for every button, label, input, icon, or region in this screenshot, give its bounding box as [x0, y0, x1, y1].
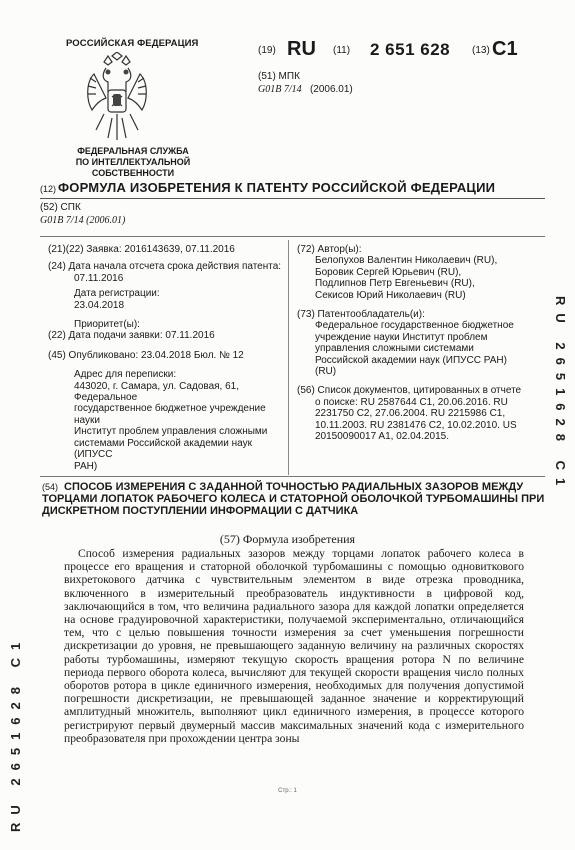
registration-date: 23.04.2018 [74, 299, 125, 311]
spk-code: G01B 7/14 (2006.01) [40, 215, 126, 226]
side-patent-number-right: RU 2651628 C1 [553, 296, 568, 494]
publication-info: (45) Опубликовано: 23.04.2018 Бюл. № 12 [48, 349, 244, 361]
correspondence-address: Адрес для переписки: 443020, г. Самара, ул. Садовая, 61, Федеральное государственное бюджетное учреждение науки Институт проблем управления сложными системами Российской академии наук (ИПУСС РАН) [74, 369, 268, 472]
agency-name: ФЕДЕРАЛЬНАЯ СЛУЖБА ПО ИНТЕЛЛЕКТУАЛЬНОЙ СОБСТВЕННОСТИ [75, 146, 191, 178]
code-19: (19) [258, 45, 276, 56]
filing-date: (22) Дата подачи заявки: 07.11.2016 [48, 330, 215, 342]
code-11: (11) [333, 45, 351, 56]
owner-block: (73) Патентообладатель(и): Федеральное государственное бюджетное учреждение науки Институт проблем управления сложными системами Российской академии наук (ИПУСС РАН) (RU) [297, 309, 514, 378]
divider-top [40, 236, 545, 237]
cited-documents: (56) Список документов, цитированных в отчете о поиске: RU 2587644 C1, 20.06.2016. RU 2231750 C2, 27.06.2004. RU 2215986 C1, 10.11.2003. RU 2381476 C2, 10.02.2010. US 20150090017 A1, 02.04.2015. [297, 385, 522, 443]
author-name: Секисов Юрий Николаевич (RU) [315, 289, 466, 301]
bibliographic-left: (21)(22) Заявка: 2016143639, 07.11.2016 (24) Дата начала отсчета срока действия патента: 07.11.2016 Дата регистрации: 23.04.2018 Приоритет(ы): (22) Дата подачи заявки: 07.11.2016 (45) Опубликовано: 23.04.2018 Бюл. № 12 Адрес для переписки: 443020, г. Самара, ул. Садовая, 61, Федеральное государственное бюджетное учреждение науки Институт проблем управления сложными системами Российской академии наук (ИПУСС РАН) [48, 244, 288, 478]
page-number: Стр.: 1 [278, 788, 297, 794]
author-name: Подлипнов Петр Евгеньевич (RU), [315, 278, 475, 290]
column-divider [288, 240, 289, 475]
document-title: (12) ФОРМУЛА ИЗОБРЕТЕНИЯ К ПАТЕНТУ РОССИЙСКОЙ ФЕДЕРАЦИИ [40, 180, 545, 199]
bibliographic-right [297, 244, 527, 449]
mpk-code: G01B 7/14 [258, 84, 302, 95]
side-patent-number-left: RU 2651628 C1 [8, 634, 23, 832]
invention-title: (54) СПОСОБ ИЗМЕРЕНИЯ С ЗАДАННОЙ ТОЧНОСТЬЮ РАДИАЛЬНЫХ ЗАЗОРОВ МЕЖДУ ТОРЦАМИ ЛОПАТОК РАБОЧЕГО КОЛЕСА И СТАТОРНОЙ ОБОЛОЧКОЙ ТУРБОМАШИНЫ ПРИ ДИСКРЕТНОМ ПОСТУПЛЕНИИ ИНФОРМАЦИИ С ДАТЧИКА [42, 481, 545, 517]
patent-kind: C1 [492, 38, 518, 60]
formula-heading: (57) Формула изобретения [219, 532, 356, 546]
claim-text: Способ измерения радиальных зазоров между торцами лопаток рабочего колеса в процессе его вращения и статорной оболочкой турбомашины с помощью одновиткового вихретокового датчика с чувствительным элементом в виде отрезка проводника, включенного в измерительный преобразователь индуктивности в цифровой код, заключающийся в том, что величина радиального зазора для каждой лопатки определяется на основе градуировочной характеристики, получаемой экспериментально, отличающийся тем, что с целью повышения точности измерения за счет уменьшения погрешности дискретизации до уровня, не превышающего заданную величину на различных скоростях работы турбомашины, измеряют текущую скорость вращения ротора N по величине периода первого оборота колеса, вычисляют для текущей скорости вращения число полных оборотов ротора в цикле единичного измерения, необходимых для получения допустимой погрешности дискретизации, не превышающей заданное значение и корректирующий амплитудный множитель, выполняют цикл единичного измерения, в процессе которого регистрируют первый двумерный массив максимальных значений кода с измерительного преобразователя при прохождении центра зоны [64, 547, 524, 745]
coat-of-arms-emblem [82, 52, 152, 144]
mpk-block: (51) МПК G01B 7/14 (2006.01) [258, 71, 353, 95]
code-13: (13) [472, 45, 490, 56]
term-start-date: 07.11.2016 [74, 272, 124, 284]
author-name: Боровик Сергей Юрьевич (RU), [315, 266, 462, 278]
mpk-version: (2006.01) [309, 84, 353, 95]
authors-block: (72) Автор(ы): Белопухов Валентин Николаевич (RU), Боровик Сергей Юрьевич (RU), Подлипнов Петр Евгеньевич (RU), Секисов Юрий Николаевич (RU) [297, 244, 527, 301]
application-number: (21)(22) Заявка: 2016143639, 07.11.2016 [48, 244, 235, 255]
country-code: RU [287, 38, 316, 60]
divider-bottom [40, 476, 545, 477]
spk-block: (52) СПК G01B 7/14 (2006.01) [40, 202, 126, 226]
author-name: Белопухов Валентин Николаевич (RU), [315, 255, 498, 267]
country-name: РОССИЙСКАЯ ФЕДЕРАЦИЯ [66, 38, 199, 49]
patent-number: 2 651 628 [370, 40, 451, 59]
